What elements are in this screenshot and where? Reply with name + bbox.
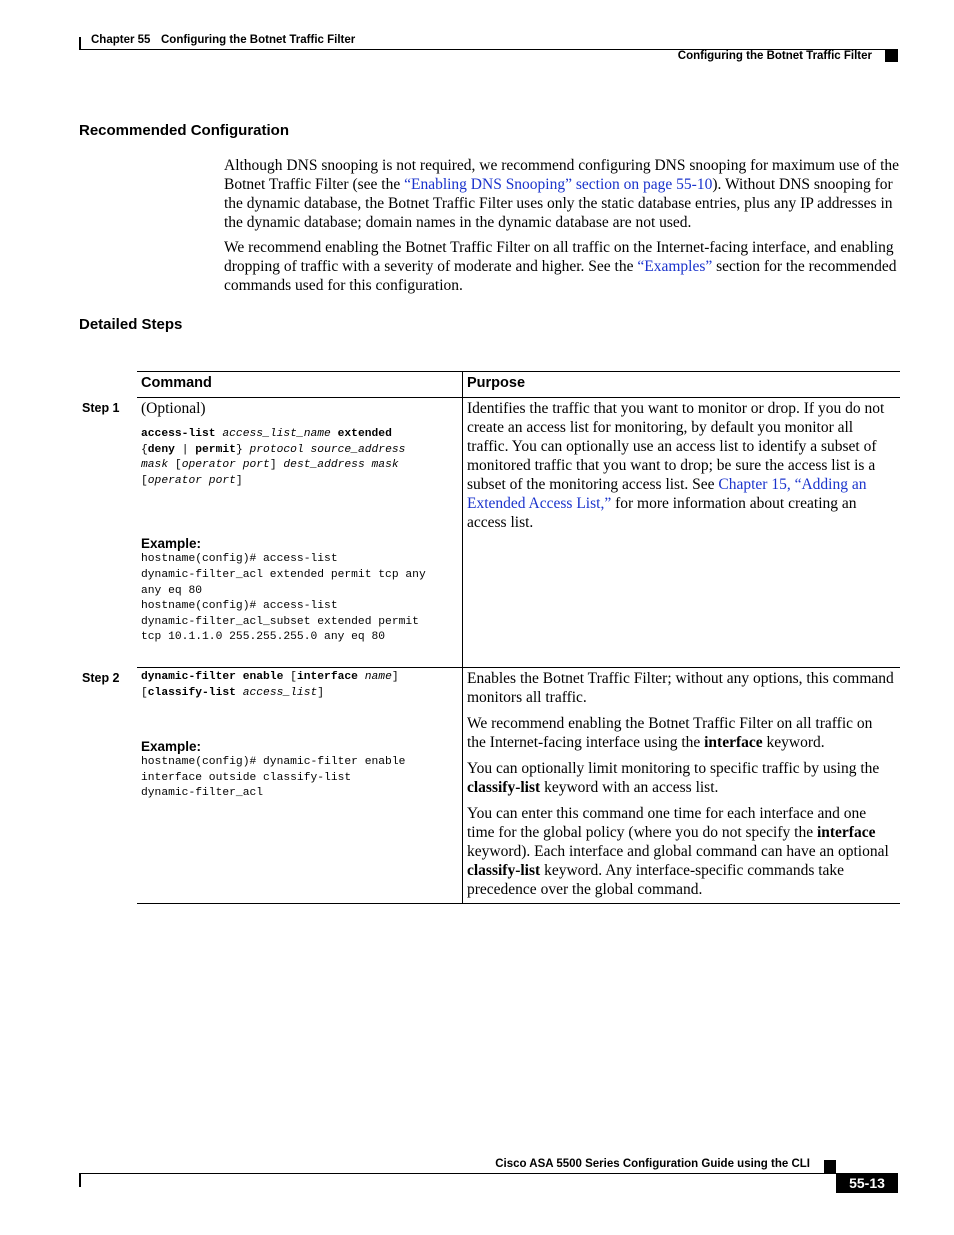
step-1-label: Step 1 xyxy=(82,401,120,415)
header-chapter-title: Configuring the Botnet Traffic Filter xyxy=(161,34,356,46)
example-line: dynamic-filter_acl xyxy=(141,787,264,800)
step-2-label: Step 2 xyxy=(82,671,120,685)
step-2-purpose-p3: You can optionally limit monitoring to specific traffic by using the classify-list keyword with an access list. xyxy=(467,760,880,796)
step-2-purpose-p2: We recommend enabling the Botnet Traffic Filter on all traffic on the Internet-facing interface using the interface keyword. xyxy=(467,715,873,751)
dynamic-filter-syntax: dynamic-filter enable [interface name] [classify-list access_list] xyxy=(141,671,399,699)
table-header-rule xyxy=(137,397,900,398)
step-1-purpose-text: Identifies the traffic that you want to monitor or drop. If you do not create an access list for monitoring, by default you monitor all traffic. You can optionally use an access list to identify a subset of monitored traffic that you want to drop; be sure the access list is a subset of the monitoring access list. See Chapter 15, “Adding an Extended Access List,” for more information about creating an access list. xyxy=(467,400,885,531)
table-top-rule xyxy=(137,371,900,372)
step-2-command-cell xyxy=(141,670,457,802)
footer-left-bar xyxy=(79,1173,81,1187)
access-list-syntax: access-list access_list_name extended {deny | permit} protocol source_address mask [operator port] dest_address mask [operator port] xyxy=(141,428,406,487)
step-2-purpose-p4: You can enter this command one time for each interface and one time for the global policy (where you do not specify the interface keyword). Each interface and global command can have an optional classify-list keyword. Any interface-specific commands take precedence over the global command. xyxy=(467,805,889,898)
column-header-purpose: Purpose xyxy=(467,375,526,391)
example-line: hostname(config)# dynamic-filter enable xyxy=(141,756,406,769)
step-2-purpose-cell xyxy=(467,669,895,906)
footer-marker-square xyxy=(824,1160,836,1173)
step-1-example-code xyxy=(141,552,457,646)
step-2-purpose-p1: Enables the Botnet Traffic Filter; without any options, this command monitors all traffic. xyxy=(467,670,894,706)
table-row-rule xyxy=(137,667,900,668)
example-line: dynamic-filter_acl extended permit tcp any xyxy=(141,568,426,581)
example-line: tcp 10.1.1.0 255.255.255.0 any eq 80 xyxy=(141,631,386,644)
footer-page-number: 55-13 xyxy=(836,1173,898,1193)
step-1-example-label: Example: xyxy=(141,536,202,552)
header-marker-square xyxy=(885,50,898,62)
step-2-example-label: Example: xyxy=(141,739,202,755)
example-line: hostname(config)# access-list xyxy=(141,600,338,613)
examples-link[interactable]: “Examples” xyxy=(637,258,713,275)
example-line: any eq 80 xyxy=(141,584,203,597)
header-chapter-number: Chapter 55 xyxy=(91,34,151,46)
recommended-paragraph-1: Although DNS snooping is not required, we recommend configuring DNS snooping for maximum use of the Botnet Traffic Filter (see the “Enabling DNS Snooping” section on page 55-10). Without DNS snooping for the dynamic database, the Botnet Traffic Filter uses only the static database entries, plus any IP addresses in the dynamic database; domain names in the dynamic database are not used. xyxy=(224,157,900,231)
step-2-example-code xyxy=(141,755,457,802)
header-section-title: Configuring the Botnet Traffic Filter xyxy=(677,50,872,62)
recommended-configuration-heading: Recommended Configuration xyxy=(79,122,290,139)
optional-label: (Optional) xyxy=(141,400,206,417)
step-1-command-cell xyxy=(141,399,457,646)
recommended-paragraph-2: We recommend enabling the Botnet Traffic Filter on all traffic on the Internet-facing interface, and enabling dropping of traffic with a severity of moderate and higher. See the “Examples” section for the recommended commands used for this configuration. xyxy=(224,239,897,294)
example-line: dynamic-filter_acl_subset extended permit xyxy=(141,615,419,628)
example-line: interface outside classify-list xyxy=(141,771,352,784)
table-column-divider xyxy=(462,371,463,904)
detailed-steps-heading: Detailed Steps xyxy=(79,316,183,333)
chapter-15-link[interactable]: Chapter 15, “Adding an Extended Access List,” xyxy=(467,476,867,512)
footer-document-title: Cisco ASA 5500 Series Configuration Guide using the CLI xyxy=(495,1158,810,1170)
enabling-dns-snooping-link[interactable]: “Enabling DNS Snooping” section on page 55-10 xyxy=(404,176,713,193)
footer-rule xyxy=(79,1173,836,1174)
step-1-purpose-cell xyxy=(467,399,895,539)
column-header-command: Command xyxy=(141,375,212,391)
example-line: hostname(config)# access-list xyxy=(141,553,338,566)
